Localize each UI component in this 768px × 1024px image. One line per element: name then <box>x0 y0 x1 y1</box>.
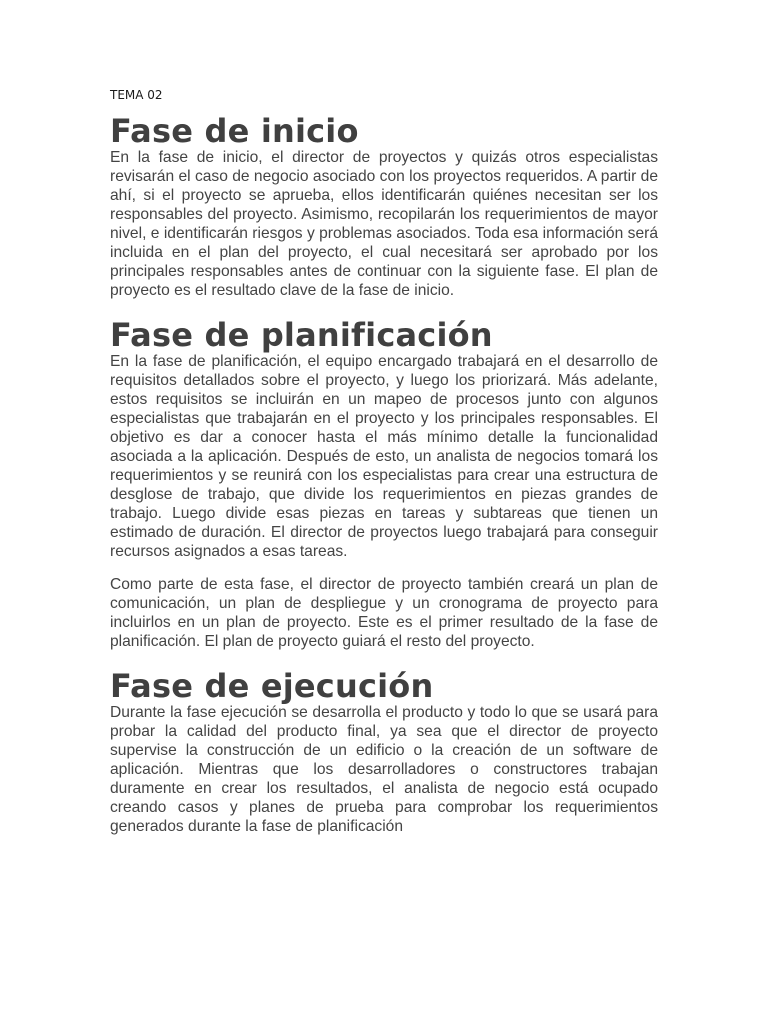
section-paragraph: En la fase de inicio, el director de proyectos y quizás otros especialistas revisarán el caso de negocio asociado con los proyectos requeridos. A partir de ahí, si el proyecto se aprueba, ellos identificarán quiénes necesitan ser los responsables del proyecto. Asimismo, recopilarán los requerimientos de mayor nivel, e identificarán riesgos y problemas asociados. Toda esa información será incluida en el plan del proyecto, el cual necesitará ser aprobado por los principales responsables antes de continuar con la siguiente fase. El plan de proyecto es el resultado clave de la fase de inicio. <box>110 149 658 299</box>
topic-label: TEMA 02 <box>110 88 163 102</box>
section-heading: Fase de planificación <box>110 316 493 354</box>
section-paragraph: Durante la fase ejecución se desarrolla el producto y todo lo que se usará para probar la calidad del producto final, ya sea que el director de proyecto supervise la construcción de un edificio o la creación de un software de aplicación. Mientras que los desarrolladores o constructores trabajan duramente en crear los resultados, el analista de negocio está ocupado creando casos y planes de prueba para comprobar los requerimientos generados durante la fase de planificación <box>110 704 658 835</box>
section-paragraph: Como parte de esta fase, el director de proyecto también creará un plan de comunicación, un plan de despliegue y un cronograma de proyecto para incluirlos en un plan de proyecto. Este es el primer resultado de la fase de planificación. El plan de proyecto guiará el resto del proyecto. <box>110 576 658 650</box>
section-heading: Fase de inicio <box>110 112 359 150</box>
document-page <box>110 86 658 850</box>
section-ejecucion <box>110 669 658 836</box>
section-planificacion <box>110 318 658 651</box>
section-inicio <box>110 114 658 300</box>
section-heading: Fase de ejecución <box>110 667 434 705</box>
section-paragraph: En la fase de planificación, el equipo encargado trabajará en el desarrollo de requisitos detallados sobre el proyecto, y luego los priorizará. Más adelante, estos requisitos se incluirán en un mapeo de procesos junto con algunos especialistas que trabajarán en el proyecto y los principales responsables. El objetivo es dar a conocer hasta el más mínimo detalle la funcionalidad asociada a la aplicación. Después de esto, un analista de negocios tomará los requerimientos y se reunirá con los especialistas para crear una estructura de desglose de trabajo, que divide los requerimientos en piezas grandes de trabajo. Luego divide esas piezas en tareas y subtareas que tienen un estimado de duración. El director de proyectos luego trabajará para conseguir recursos asignados a esas tareas. <box>110 353 658 560</box>
